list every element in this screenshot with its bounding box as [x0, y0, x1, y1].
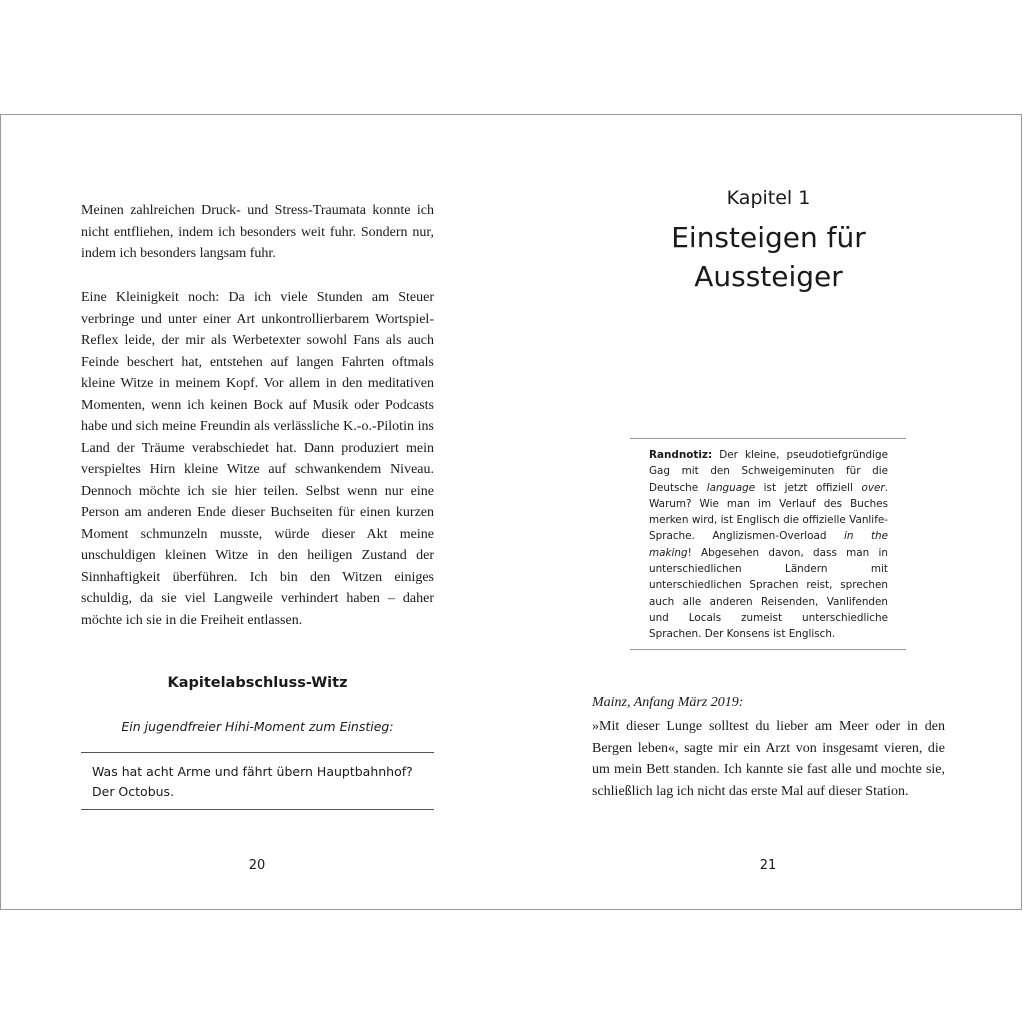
page-number-right: 21	[759, 858, 777, 873]
book-spread	[0, 114, 1022, 910]
right-page	[512, 115, 1023, 909]
chapter-title-line-1: Einsteigen für	[671, 221, 866, 254]
margin-note-italic-3: in the making	[649, 530, 889, 559]
margin-note-part-4: ! Abgesehen davon, dass man in unterschiedlichen Ländern mit unterschiedlichen Sprachen reist, sprechen auch alle anderen Reisenden, Vanlifenden und Locals zumeist unterschiedliche Sprachen. Der Konsens ist Englisch.	[649, 546, 888, 641]
chapter-label: Kapitel 1	[726, 187, 811, 209]
margin-note-label: Randnotiz:	[649, 449, 713, 461]
left-paragraph-2: Eine Kleinigkeit noch: Da ich viele Stunden am Steuer verbringe und unter einer Art unkontrollierbarem Wortspiel-Reflex leide, der mir als Werbetexter sowohl Fans als auch Feinde beschert hat, entstehen auf langen Fahrten oftmals kleine Witze in meinem Kopf. Vor allem in den meditativen Momenten, wenn ich keinen Bock auf Musik oder Podcasts habe und sich meine Freundin als verlässliche K.-o.-Pilotin ins Land der Träume verabschiedet hat. Dann produziert mein verspieltes Hirn kleine Witze auf schwankendem Niveau. Dennoch möchte ich sie hier teilen. Selbst wenn nur eine Person am anderen Ende dieser Buchseiten für einen kurzen Moment schmunzeln musste, würde dieser Akt meine unschuldigen kleinen Witze in den heiligen Zustand der Sinnhaftigkeit überführen. Ich bin den Witzen einiges schuldig, da sie viel Langweile verhindert haben – daher möchte ich sie in die Freiheit entlassen.	[81, 290, 434, 628]
place-date: Mainz, Anfang März 2019:	[592, 695, 744, 710]
margin-note-italic-2: over	[861, 481, 885, 494]
right-paragraph: »Mit dieser Lunge solltest du lieber am Meer oder in den Bergen leben«, sagte mir ein Arzt von insgesamt vieren, die um mein Bett standen. Ich kannte sie fast alle und mochte sie, schließlich lag ich nicht das erste Mal auf dieser Station.	[592, 719, 945, 799]
chapter-end-title: Kapitelabschluss-Witz	[167, 675, 348, 691]
chapter-title	[592, 218, 945, 296]
margin-note-italic-1: language	[706, 481, 756, 494]
margin-note	[630, 438, 906, 650]
page-number-left: 20	[248, 858, 266, 873]
margin-note-part-1: Der kleine, pseudotiefgründige Gag mit den Schweigeminuten für die Deutsche	[649, 449, 888, 494]
joke-box	[81, 752, 434, 810]
left-page	[1, 115, 512, 909]
joke-question: Was hat acht Arme und fährt übern Hauptbahnhof?	[92, 764, 413, 779]
joke-answer: Der Octobus.	[92, 784, 175, 799]
chapter-title-line-2: Aussteiger	[694, 260, 843, 293]
left-paragraph-1: Meinen zahlreichen Druck- und Stress-Traumata konnte ich nicht entfliehen, indem ich besonders weit fuhr. Sondern nur, indem ich besonders langsam fuhr.	[81, 203, 434, 261]
chapter-end-subtitle: Ein jugendfreier Hihi-Moment zum Einstieg:	[121, 719, 394, 734]
margin-note-part-2: ist jetzt offiziell	[755, 481, 862, 494]
margin-note-part-3: . Warum? Wie man im Verlauf des Buches merken wird, ist Englisch die offizielle Vanlife-Sprache. Anglizismen-Overload	[649, 481, 888, 543]
margin-note-text	[649, 447, 888, 643]
